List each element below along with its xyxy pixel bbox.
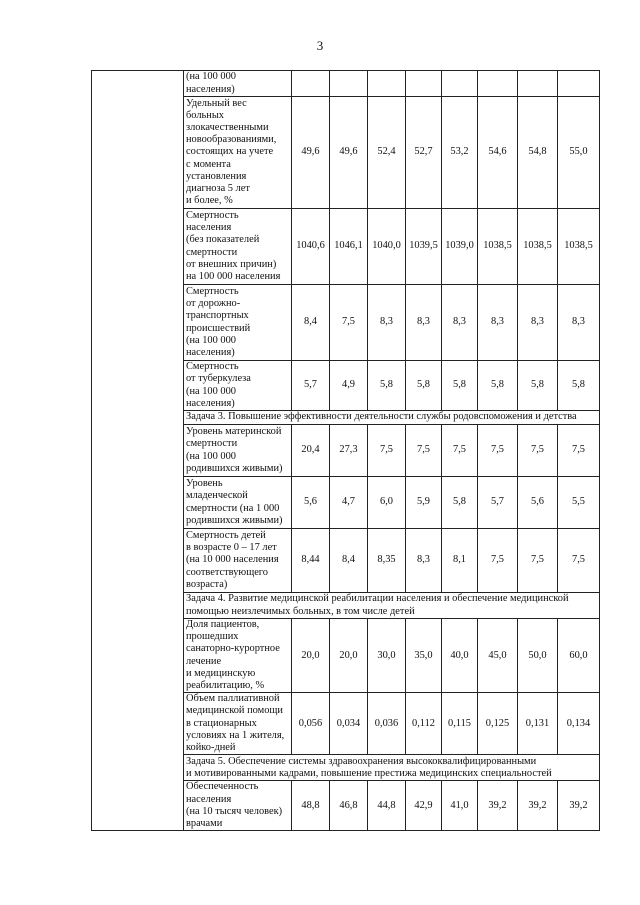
indicator-value: 27,3 [330, 425, 368, 477]
indicator-value [518, 71, 558, 97]
indicator-value: 44,8 [368, 781, 406, 831]
indicator-value: 1040,0 [368, 209, 406, 285]
indicator-value: 6,0 [368, 477, 406, 529]
indicator-value: 39,2 [558, 781, 600, 831]
indicator-value: 7,5 [518, 529, 558, 593]
indicator-value: 5,8 [368, 361, 406, 411]
indicator-value: 41,0 [442, 781, 478, 831]
indicator-value: 5,7 [292, 361, 330, 411]
indicator-value: 45,0 [478, 619, 518, 693]
indicator-value [368, 71, 406, 97]
indicator-value: 4,7 [330, 477, 368, 529]
indicator-value: 5,8 [558, 361, 600, 411]
indicator-value: 7,5 [330, 285, 368, 361]
indicator-value: 7,5 [558, 529, 600, 593]
indicator-value: 49,6 [330, 97, 368, 209]
indicator-value: 8,4 [330, 529, 368, 593]
task-heading: Задача 4. Развитие медицинской реабилитации населения и обеспечение медицинской помощью неизлечимых больных, в том числе детей [184, 593, 600, 619]
indicator-value: 5,8 [406, 361, 442, 411]
indicator-value: 0,036 [368, 693, 406, 755]
indicator-label: Смертность от дорожно- транспортных происшествий (на 100 000 населения) [184, 285, 292, 361]
indicator-value: 0,056 [292, 693, 330, 755]
indicator-label: Смертность населения (без показателей смертности от внешних причин) на 100 000 населения [184, 209, 292, 285]
indicator-value: 8,44 [292, 529, 330, 593]
indicator-value: 5,6 [292, 477, 330, 529]
indicator-label: Обеспеченность населения (на 10 тысяч человек) врачами [184, 781, 292, 831]
indicator-label: Удельный вес больных злокачественными новообразованиями, состоящих на учете с момента установления диагноза 5 лет и более, % [184, 97, 292, 209]
page-number: 3 [316, 38, 324, 53]
indicator-label: Объем паллиативной медицинской помощи в стационарных условиях на 1 жителя, койко-дней [184, 693, 292, 755]
indicator-value: 0,125 [478, 693, 518, 755]
indicator-value: 20,0 [330, 619, 368, 693]
indicator-value: 7,5 [478, 529, 518, 593]
indicator-value: 8,3 [406, 285, 442, 361]
indicator-value: 8,3 [406, 529, 442, 593]
indicator-value: 1038,5 [478, 209, 518, 285]
indicator-value: 50,0 [518, 619, 558, 693]
indicator-value [478, 71, 518, 97]
indicator-value [406, 71, 442, 97]
indicator-value: 0,034 [330, 693, 368, 755]
indicator-value: 5,8 [478, 361, 518, 411]
indicator-value: 8,4 [292, 285, 330, 361]
indicator-value: 46,8 [330, 781, 368, 831]
indicator-value: 4,9 [330, 361, 368, 411]
indicator-value: 1039,0 [442, 209, 478, 285]
indicator-value [330, 71, 368, 97]
indicator-value [292, 71, 330, 97]
indicator-value: 1046,1 [330, 209, 368, 285]
indicator-value: 30,0 [368, 619, 406, 693]
indicator-value: 54,8 [518, 97, 558, 209]
indicator-value: 20,0 [292, 619, 330, 693]
indicator-label: Уровень младенческой смертности (на 1 000 родившихся живыми) [184, 477, 292, 529]
indicator-value: 54,6 [478, 97, 518, 209]
indicator-value: 8,1 [442, 529, 478, 593]
indicator-label: Уровень материнской смертности (на 100 000 родившихся живыми) [184, 425, 292, 477]
indicator-value: 0,134 [558, 693, 600, 755]
indicator-value: 7,5 [442, 425, 478, 477]
indicator-value: 1040,6 [292, 209, 330, 285]
indicator-value: 55,0 [558, 97, 600, 209]
indicator-value: 5,8 [518, 361, 558, 411]
indicator-value: 7,5 [406, 425, 442, 477]
indicator-value: 8,35 [368, 529, 406, 593]
task-heading: Задача 5. Обеспечение системы здравоохранения высококвалифицированными и мотивированными кадрами, повышение престижа медицинских специальностей [184, 755, 600, 781]
indicator-value: 0,131 [518, 693, 558, 755]
indicator-value: 1038,5 [518, 209, 558, 285]
indicator-value: 35,0 [406, 619, 442, 693]
indicator-value: 42,9 [406, 781, 442, 831]
indicator-value: 5,9 [406, 477, 442, 529]
task-heading: Задача 3. Повышение эффективности деятельности службы родовспоможения и детства [184, 411, 600, 425]
indicator-value: 8,3 [368, 285, 406, 361]
indicator-value: 1038,5 [558, 209, 600, 285]
indicator-value: 8,3 [518, 285, 558, 361]
indicator-label: (на 100 000 населения) [184, 71, 292, 97]
indicator-value: 60,0 [558, 619, 600, 693]
indicator-value: 5,5 [558, 477, 600, 529]
indicator-value: 40,0 [442, 619, 478, 693]
indicator-value: 20,4 [292, 425, 330, 477]
indicator-value: 7,5 [558, 425, 600, 477]
indicator-value: 8,3 [478, 285, 518, 361]
indicator-label: Смертность детей в возрасте 0 – 17 лет (на 10 000 населения соответствующего возраста) [184, 529, 292, 593]
indicator-value: 5,8 [442, 361, 478, 411]
table-row [92, 71, 600, 97]
indicators-table [91, 70, 600, 831]
indicator-value [558, 71, 600, 97]
indicator-value [442, 71, 478, 97]
indicator-value: 7,5 [478, 425, 518, 477]
indicator-label: Доля пациентов, прошедших санаторно-курортное лечение и медицинскую реабилитацию, % [184, 619, 292, 693]
indicator-value: 49,6 [292, 97, 330, 209]
indicator-label: Смертность от туберкулеза (на 100 000 населения) [184, 361, 292, 411]
indicator-value: 0,115 [442, 693, 478, 755]
indicator-value: 53,2 [442, 97, 478, 209]
indicator-value: 5,6 [518, 477, 558, 529]
indicator-value: 7,5 [368, 425, 406, 477]
indicator-value: 39,2 [478, 781, 518, 831]
indicator-value: 52,4 [368, 97, 406, 209]
indicator-value: 5,8 [442, 477, 478, 529]
indicator-value: 8,3 [442, 285, 478, 361]
indicator-value: 8,3 [558, 285, 600, 361]
empty-program-column [92, 71, 184, 831]
indicator-value: 0,112 [406, 693, 442, 755]
indicator-value: 39,2 [518, 781, 558, 831]
indicator-value: 48,8 [292, 781, 330, 831]
indicator-value: 1039,5 [406, 209, 442, 285]
indicator-value: 52,7 [406, 97, 442, 209]
indicator-value: 7,5 [518, 425, 558, 477]
indicator-value: 5,7 [478, 477, 518, 529]
